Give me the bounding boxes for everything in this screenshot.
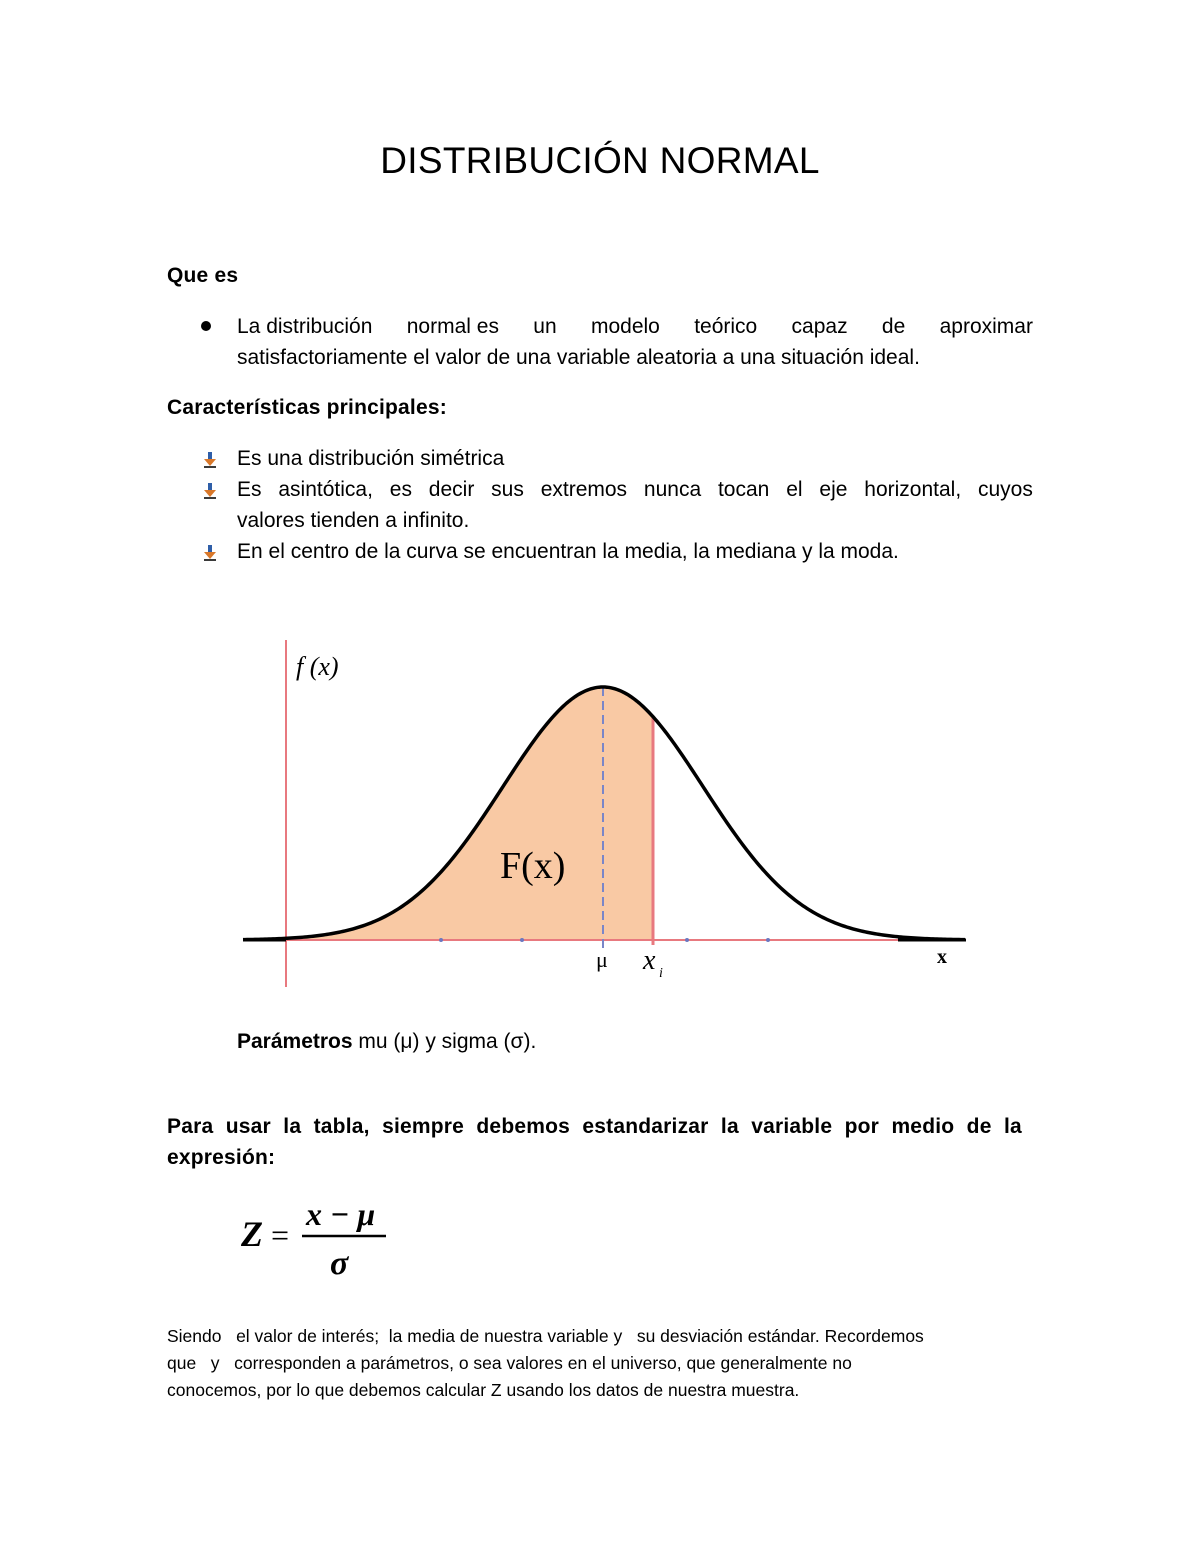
formula-lhs: Z xyxy=(241,1214,263,1254)
list-item-centro: En el centro de la curva se encuentran la media, la mediana y la moda. xyxy=(237,540,899,563)
word: por xyxy=(844,1115,880,1138)
tick-mark xyxy=(439,938,443,942)
word: horizontal, xyxy=(864,478,962,501)
parametros-bold: Parámetros xyxy=(237,1030,353,1053)
parametros-rest: mu (μ) y sigma (σ). xyxy=(352,1030,537,1053)
word: la xyxy=(1003,1115,1022,1138)
section-heading-caracteristicas: Características principales: xyxy=(167,396,447,419)
word: normal es xyxy=(406,315,499,338)
tick-mark xyxy=(685,938,689,942)
formula-denominator: σ xyxy=(330,1245,349,1282)
normal-distribution-figure xyxy=(238,635,973,995)
word: de xyxy=(881,315,906,338)
formula-numerator: x − μ xyxy=(306,1196,376,1232)
x-axis-label: x xyxy=(937,946,947,968)
list-item-simetrica: Es una distribución simétrica xyxy=(237,447,505,470)
word: extremos xyxy=(540,478,628,501)
word: siempre xyxy=(382,1115,465,1138)
word: estandarizar xyxy=(582,1115,709,1138)
word: La distribución xyxy=(237,315,373,338)
section-heading-tabla-line2: expresión: xyxy=(167,1146,276,1169)
xi-subscript: i xyxy=(659,966,663,981)
word: modelo xyxy=(590,315,660,338)
word: aproximar xyxy=(939,315,1033,338)
word: un xyxy=(533,315,557,338)
bullet-text-line1 xyxy=(237,311,1033,342)
mu-label: μ xyxy=(596,947,608,972)
word: tabla, xyxy=(313,1115,370,1138)
word: capaz xyxy=(791,315,848,338)
section-heading-que-es: Que es xyxy=(167,264,239,287)
word: teórico xyxy=(694,315,758,338)
word: Es xyxy=(237,478,262,501)
bullet-text-line2: satisfactoriamente el valor de una variable aleatoria a una situación ideal. xyxy=(237,346,920,369)
arrow-down-bullet-icon xyxy=(203,544,217,562)
footer-line3: conocemos, por lo que debemos calcular Z usando los datos de nuestra muestra. xyxy=(167,1380,800,1400)
arrow-down-bullet-icon xyxy=(203,451,217,469)
word: la xyxy=(720,1115,739,1138)
word: de xyxy=(966,1115,992,1138)
word: sus xyxy=(491,478,524,501)
area-label: F(x) xyxy=(500,845,566,887)
cdf-shaded-area xyxy=(286,687,653,940)
list-item-asintotica-line1 xyxy=(237,474,1033,505)
footer-line2: que y corresponden a parámetros, o sea valores en el universo, que generalmente no xyxy=(167,1353,852,1373)
word: debemos xyxy=(476,1115,570,1138)
tick-mark xyxy=(766,938,770,942)
section-heading-tabla-line1 xyxy=(167,1111,1022,1142)
footer-line1: Siendo el valor de interés; la media de nuestra variable y su desviación estándar. Recordemos xyxy=(167,1326,924,1346)
z-score-formula xyxy=(238,1190,398,1285)
word: asintótica, xyxy=(278,478,373,501)
word: la xyxy=(283,1115,302,1138)
word: Para xyxy=(167,1115,214,1138)
word: decir xyxy=(428,478,475,501)
y-axis-label: f (x) xyxy=(296,652,339,681)
word: variable xyxy=(751,1115,833,1138)
bullet-dot-icon xyxy=(201,321,211,331)
word: nunca xyxy=(643,478,702,501)
word: eje xyxy=(819,478,848,501)
word: medio xyxy=(891,1115,955,1138)
parametros-line xyxy=(237,1026,536,1057)
xi-label: x xyxy=(643,945,656,976)
page-title: DISTRIBUCIÓN NORMAL xyxy=(380,140,820,181)
word: tocan xyxy=(717,478,770,501)
word: cuyos xyxy=(978,478,1033,501)
formula-equals: = xyxy=(271,1217,290,1253)
list-item-asintotica-line2: valores tienden a infinito. xyxy=(237,509,470,532)
word: es xyxy=(389,478,412,501)
word: usar xyxy=(225,1115,271,1138)
arrow-down-bullet-icon xyxy=(203,482,217,500)
tick-mark xyxy=(520,938,524,942)
word: el xyxy=(786,478,803,501)
